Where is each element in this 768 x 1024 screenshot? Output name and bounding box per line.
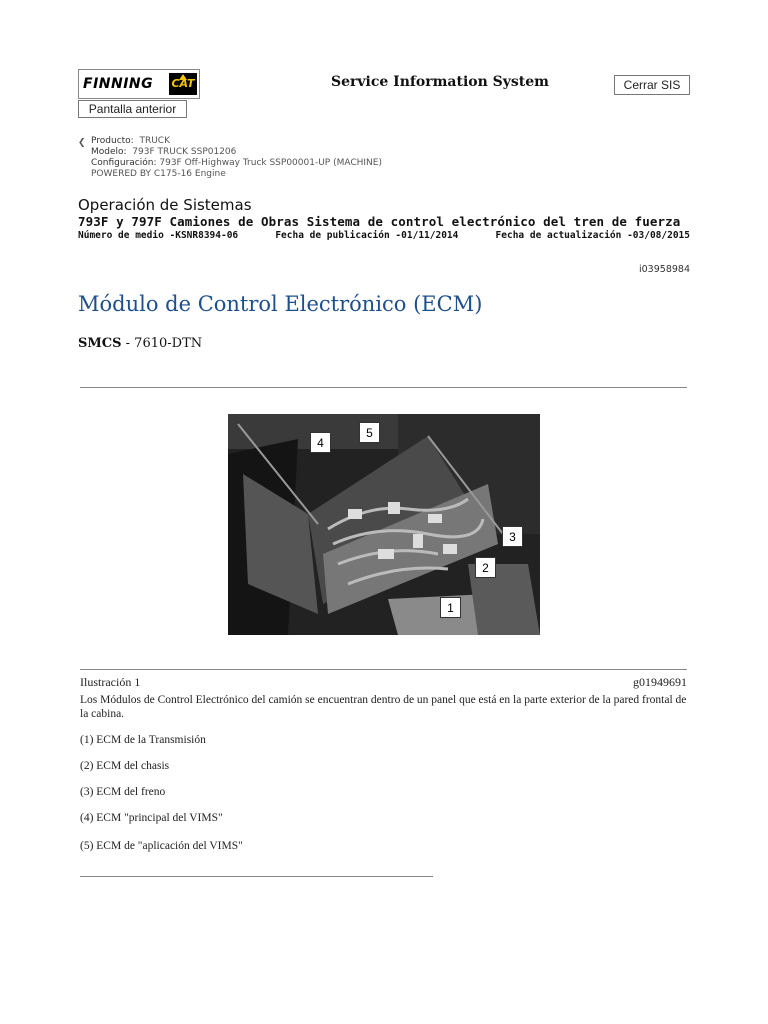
ecm-photo-drawing	[228, 414, 540, 635]
engine-row: POWERED BY C175-16 Engine	[91, 169, 226, 179]
list-item-4: (4) ECM "principal del VIMS"	[80, 812, 223, 824]
update-date: Fecha de actualización -03/08/2015	[495, 230, 690, 241]
cat-triangle-icon	[179, 74, 187, 80]
list-item-3: (3) ECM del freno	[80, 786, 166, 798]
close-sis-button[interactable]: Cerrar SIS	[614, 75, 690, 95]
description-text: Los Módulos de Control Electrónico del camión se encuentran dentro de un panel que está en la parte exterior de la pared frontal de la cabina.	[80, 694, 687, 720]
config-value: 793F Off-Highway Truck SSP00001-UP (MACHINE)	[159, 158, 382, 168]
operation-title: Operación de Sistemas	[78, 196, 252, 214]
back-arrow-icon[interactable]: ❮	[78, 138, 86, 148]
figure-label: Ilustración 1	[80, 675, 141, 689]
publication-date: Fecha de publicación -01/11/2014	[275, 230, 459, 241]
config-row	[91, 158, 382, 169]
document-id: i03958984	[639, 264, 690, 275]
operation-meta	[78, 230, 690, 241]
divider-bottom	[80, 876, 433, 877]
modelo-label: Modelo:	[91, 147, 127, 157]
divider-top	[80, 387, 687, 388]
divider-figure	[80, 669, 687, 670]
callout-1: 1	[440, 597, 461, 618]
config-label: Configuración:	[91, 158, 157, 168]
back-button[interactable]: Pantalla anterior	[78, 100, 187, 118]
list-item-2: (2) ECM del chasis	[80, 760, 170, 772]
figure-id: g01949691	[633, 675, 687, 689]
finning-cat-logo	[78, 69, 200, 99]
page-header-title: Service Information System	[331, 74, 549, 90]
producto-label: Producto:	[91, 136, 134, 146]
product-row	[91, 136, 382, 147]
callout-3: 3	[502, 526, 523, 547]
cat-logo-text: CAT	[171, 77, 195, 90]
media-number: Número de medio -KSNR8394-06	[78, 230, 239, 241]
modelo-value: 793F TRUCK SSP01206	[132, 147, 237, 157]
smcs-code	[78, 336, 202, 351]
list-item-1: (1) ECM de la Transmisión	[80, 734, 206, 746]
model-row	[91, 147, 382, 158]
product-info	[80, 136, 382, 180]
callout-5: 5	[359, 422, 380, 443]
smcs-value: - 7610-DTN	[121, 336, 203, 351]
logo-finning-text: FINNING	[83, 76, 154, 92]
callout-2: 2	[475, 557, 496, 578]
callout-4: 4	[310, 432, 331, 453]
ecm-illustration	[228, 414, 540, 635]
page-title: Módulo de Control Electrónico (ECM)	[78, 292, 483, 316]
cat-logo-badge	[169, 73, 197, 95]
list-item-5: (5) ECM de "aplicación del VIMS"	[80, 840, 243, 852]
producto-value: TRUCK	[139, 136, 170, 146]
operation-subtitle: 793F y 797F Camiones de Obras Sistema de control electrónico del tren de fuerza	[78, 214, 681, 229]
smcs-label: SMCS	[78, 336, 122, 351]
